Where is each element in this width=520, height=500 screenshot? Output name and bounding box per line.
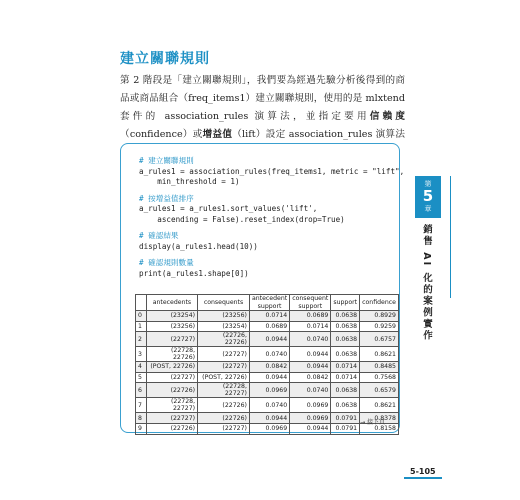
code-line: a_rules1 = association_rules(freq_items1, metric = "lift", (139, 166, 405, 176)
chapter-prefix: 第 (424, 180, 432, 188)
cell-confidence: 0.6757 (360, 332, 399, 347)
cell-consequent-support: 0.0944 (290, 362, 331, 373)
table-row (136, 332, 399, 347)
table-row (136, 398, 399, 413)
cell-consequent-support: 0.0969 (290, 413, 331, 424)
cell-consequent-support: 0.0944 (290, 423, 331, 434)
row-index: 8 (136, 413, 147, 424)
cell-antecedent-support: 0.0689 (249, 321, 289, 332)
code-line: min_threshold = 1) (139, 177, 240, 186)
cell-antecedents: (22728, 22726) (146, 347, 197, 362)
cell-consequents: (22726) (198, 413, 250, 424)
code-line: a_rules1 = a_rules1.sort_values('lift', (139, 204, 318, 213)
chapter-divider-line (450, 176, 451, 298)
cell-support: 0.0638 (331, 332, 360, 347)
cell-consequent-support: 0.0740 (290, 383, 331, 398)
cell-support: 0.0638 (331, 347, 360, 362)
cell-consequent-support: 0.0842 (290, 372, 331, 383)
cell-consequents: (22727) (198, 347, 250, 362)
cell-antecedents: (22726) (146, 423, 197, 434)
paragraph-bold-confidence: 信賴度 (369, 111, 405, 122)
page-number: 5-105 (404, 467, 442, 479)
header-consequents: consequents (198, 295, 250, 311)
paragraph-text-1: 第 2 階段是「建立關聯規則」，我們要為經過先驗分析後得到的商品或商品組合（freq_items1）建立關聯規則，使用的是 mlxtend 套件的 association_rules 演算法，並指定要用 (120, 75, 405, 122)
cell-antecedents: (23254) (146, 311, 197, 322)
cell-confidence: 0.8378 (360, 413, 399, 424)
cell-confidence: 0.8158 (360, 423, 399, 434)
cell-support: 0.0714 (331, 362, 360, 373)
cell-antecedent-support: 0.0944 (249, 332, 289, 347)
cell-consequent-support: 0.0944 (290, 347, 331, 362)
cell-antecedent-support: 0.0944 (249, 413, 289, 424)
row-index: 1 (136, 321, 147, 332)
table-row (136, 321, 399, 332)
code-line: ascending = False).reset_index(drop=True) (139, 214, 345, 224)
cell-confidence: 0.8621 (360, 398, 399, 413)
cell-antecedents: (23256) (146, 321, 197, 332)
row-index: 6 (136, 383, 147, 398)
cell-antecedents: (22727) (146, 413, 197, 424)
code-comment: # 建立關聯規則 (139, 156, 194, 165)
cell-antecedents: (POST, 22726) (146, 362, 197, 373)
row-index: 4 (136, 362, 147, 373)
paragraph-text-3: （lift）設定 association_rules 演算法 (232, 129, 405, 140)
cell-antecedents: (22726) (146, 383, 197, 398)
code-line: print(a_rules1.shape[0]) (139, 268, 249, 278)
code-listing-box (120, 143, 405, 433)
cell-confidence: 0.8929 (360, 311, 399, 322)
table-row (136, 383, 399, 398)
cell-confidence: 0.6579 (360, 383, 399, 398)
code-comment: # 按增益值排序 (139, 193, 194, 203)
cell-confidence: 0.8485 (360, 362, 399, 373)
table-row (136, 423, 399, 434)
header-antecedent-support: antecedent support (249, 295, 289, 311)
cell-consequent-support: 0.0740 (290, 332, 331, 347)
cell-consequents: (22727) (198, 423, 250, 434)
table-row (136, 362, 399, 373)
header-antecedents: antecedents (146, 295, 197, 311)
cell-support: 0.0791 (331, 413, 360, 424)
row-index: 3 (136, 347, 147, 362)
code-block (139, 156, 405, 279)
cell-consequent-support: 0.0714 (290, 321, 331, 332)
cell-confidence: 0.7568 (360, 372, 399, 383)
cell-confidence: 0.8621 (360, 347, 399, 362)
chapter-number: 5 (422, 187, 434, 205)
cell-consequents: (22726) (198, 398, 250, 413)
table-header-row (136, 295, 399, 311)
cell-consequents: (22727) (198, 362, 250, 373)
table-row (136, 372, 399, 383)
row-index: 2 (136, 332, 147, 347)
header-index (136, 295, 147, 311)
row-index: 9 (136, 423, 147, 434)
cell-consequents: (23256) (198, 311, 250, 322)
cell-support: 0.0638 (331, 321, 360, 332)
cell-antecedent-support: 0.0944 (249, 372, 289, 383)
cell-antecedent-support: 0.0842 (249, 362, 289, 373)
chapter-tab (415, 176, 441, 218)
continued-next-page-label: → 接下頁 (360, 419, 385, 426)
cell-antecedent-support: 0.0740 (249, 398, 289, 413)
cell-consequent-support: 0.0969 (290, 398, 331, 413)
cell-consequent-support: 0.0689 (290, 311, 331, 322)
table-row (136, 311, 399, 322)
cell-antecedent-support: 0.0969 (249, 423, 289, 434)
cell-antecedent-support: 0.0740 (249, 347, 289, 362)
cell-support: 0.0791 (331, 423, 360, 434)
chapter-suffix: 章 (424, 205, 432, 213)
cell-antecedent-support: 0.0714 (249, 311, 289, 322)
cell-antecedents: (22727) (146, 332, 197, 347)
row-index: 5 (136, 372, 147, 383)
cell-support: 0.0714 (331, 372, 360, 383)
cell-consequents: (22726, 22726) (198, 332, 250, 347)
header-confidence: confidence (360, 295, 399, 311)
cell-antecedents: (22728, 22727) (146, 398, 197, 413)
cell-consequents: (POST, 22726) (198, 372, 250, 383)
cell-confidence: 0.9259 (360, 321, 399, 332)
chapter-title-vertical: 銷售 AI 化的案例實作 (421, 224, 432, 342)
row-index: 7 (136, 398, 147, 413)
paragraph-text-2: （confidence）或 (120, 129, 203, 140)
header-support: support (331, 295, 360, 311)
cell-consequents: (23254) (198, 321, 250, 332)
cell-consequents: (22728, 22727) (198, 383, 250, 398)
table-row (136, 413, 399, 424)
row-index: 0 (136, 311, 147, 322)
cell-support: 0.0638 (331, 383, 360, 398)
section-title: 建立關聯規則 (120, 51, 210, 67)
header-consequent-support: consequent support (290, 295, 331, 311)
rules-output-table (135, 294, 399, 435)
code-comment: # 確認規則數量 (139, 258, 194, 267)
cell-antecedents: (22727) (146, 372, 197, 383)
code-line: display(a_rules1.head(10)) (139, 241, 258, 251)
cell-support: 0.0638 (331, 398, 360, 413)
cell-support: 0.0638 (331, 311, 360, 322)
code-comment: # 確認結果 (139, 231, 179, 240)
paragraph-bold-lift: 增益值 (202, 129, 233, 140)
table-row (136, 347, 399, 362)
cell-antecedent-support: 0.0969 (249, 383, 289, 398)
